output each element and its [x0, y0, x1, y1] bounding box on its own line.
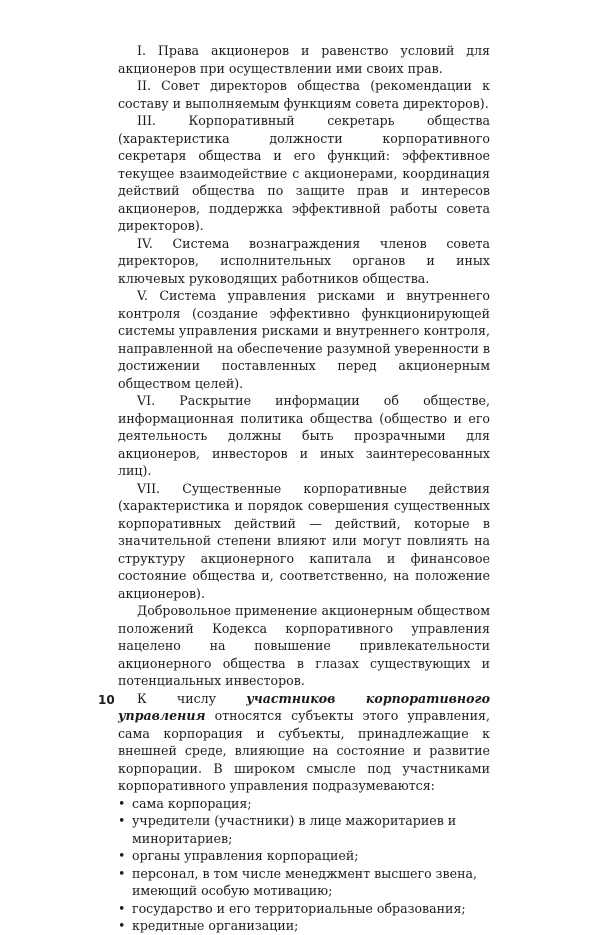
list-item — [118, 847, 490, 865]
list-item — [118, 812, 490, 847]
list-item-text: государство и его территориальные образования; — [132, 900, 466, 916]
list-item-text: органы управления корпорацией; — [132, 848, 359, 863]
participants-term: участников корпоративного управления — [118, 690, 490, 723]
page-number: 10 — [98, 693, 115, 707]
bullet-marker: • — [118, 918, 126, 933]
bullet-marker: • — [118, 900, 126, 916]
list-item — [118, 795, 490, 813]
bullet-marker: • — [118, 865, 126, 881]
section-6-paragraph: VI. Раскрытие информации об обществе, информационная политика общества (общество и его деятельность должны быть прозрачными для акционеров, инвесторов и иных заинтересованных лиц). — [118, 393, 490, 478]
participants-rest: относятся субъекты этого управления, сама корпорация и субъекты, принадлежащие к внешней среде, влияющие на состояние и развитие корпорации. В широком смысле под участниками корпоративного управления подразумеваются: — [118, 708, 490, 793]
bullet-marker: • — [118, 813, 126, 828]
section-1-paragraph: I. Права акционеров и равенство условий для акционеров при осуществлении ими своих прав. — [118, 43, 490, 76]
section-4-paragraph: IV. Система вознаграждения членов совета директоров, исполнительных органов и иных ключевых руководящих работников общества. — [118, 235, 490, 286]
list-item-text: персонал, в том числе менеджмент высшего звена, имеющий особую мотивацию; — [132, 865, 477, 898]
list-item — [118, 917, 490, 935]
participants-list — [118, 795, 490, 935]
section-5-paragraph: V. Система управления рисками и внутреннего контроля (создание эффективно функционирующей системы управления рисками и внутреннего контроля, направленной на обеспечение разумной уверенности в достижении поставленных перед акционерным обществом целей). — [118, 288, 490, 391]
page-text — [118, 42, 490, 935]
list-item — [118, 900, 490, 918]
section-3-paragraph: III. Корпоративный секретарь общества (характеристика должности корпоративного секретаря общества и его функций: эффективное текущее взаимодействие с акционерами, координация действий общества по защите прав и интересов акционеров, поддержка эффективной работы совета директоров). — [118, 113, 490, 233]
bullet-marker: • — [118, 848, 126, 863]
section-2-paragraph: II. Совет директоров общества (рекомендации к составу и выполняемым функциям совета директоров). — [118, 78, 490, 111]
list-item — [118, 865, 490, 900]
voluntary-application-paragraph: Добровольное применение акционерным обществом положений Кодекса корпоративного управления нацелено на повышение привлекательности акционерного общества в глазах существующих и потенциальных инвесторов. — [118, 603, 490, 688]
list-item-text: кредитные организации; — [132, 918, 299, 933]
bullet-marker: • — [118, 795, 126, 811]
participants-lead: К числу — [137, 690, 217, 706]
list-item-text: сама корпорация; — [132, 795, 252, 811]
section-7-paragraph: VII. Существенные корпоративные действия (характеристика и порядок совершения существенных корпоративных действий — действий, которые в значительной степени влияют или могут повлиять на структуру акционерного капитала и финансовое состояние общества и, соответственно, на положение акционеров). — [118, 480, 490, 601]
participants-paragraph — [118, 690, 490, 795]
list-item-text: учредители (участники) в лице мажоритариев и миноритариев; — [132, 813, 457, 846]
